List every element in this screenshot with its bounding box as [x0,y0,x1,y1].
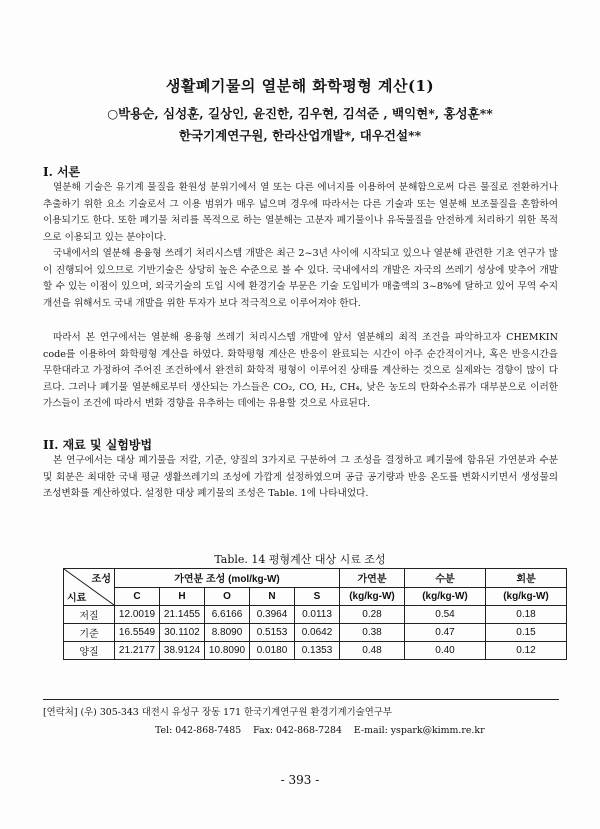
header-element: N [250,587,295,606]
cell-value: 0.0180 [250,642,295,660]
table-row [64,642,567,660]
section-heading-methods: II. 재료 및 실험방법 [43,438,153,452]
cell-value: 12.0019 [115,606,160,624]
contact-email: E-mail: yspark@kimm.re.kr [353,725,485,736]
section-heading-intro: I. 서론 [43,165,81,179]
cell-value: 10.8090 [205,642,250,660]
corner-label-composition: 조성 [91,574,111,585]
header-element: O [205,587,250,606]
paper-title: 생활폐기물의 열분해 화학평형 계산(1) [165,77,435,95]
header-element: H [160,587,205,606]
author-list: ○박용순, 심성훈, 길상인, 윤진한, 김우현, 김석준 , 백익현*, 홍성훈** [107,106,493,121]
cell-value: 0.48 [340,642,405,660]
table-corner-cell [64,569,115,606]
page-number: - 393 - [280,773,320,787]
cell-value: 0.12 [486,642,567,660]
cell-value: 21.2177 [115,642,160,660]
cell-value: 0.0642 [295,624,340,642]
contact-info [43,704,563,740]
affiliations: 한국기계연구원, 한라산업개발*, 대우건설** [178,128,422,143]
cell-value: 0.38 [340,624,405,642]
cell-value: 6.6166 [205,606,250,624]
header-combustible-composition: 가연분 조성 (mol/kg-W) [115,569,340,588]
methods-paragraph: 본 연구에서는 대상 폐기물을 저칼, 기준, 양질의 3가지로 구분하여 그 조성을 결정하고 폐기물에 함유된 가연분과 수분 및 회분은 최대한 국내 평균 생활쓰레기의 조성에 가깝게 설정하였으며 공급 공기량과 반응 온도를 변화시키면서 생성물의 조성변화를 계산하였다. 설정한 대상 폐기물의 조성은 Table. 1에 나타내었다. [43,455,558,500]
cell-value: 0.18 [486,606,567,624]
intro-paragraph-2: 국내에서의 열분해 용융형 쓰레기 처리시스템 개발은 최근 2~3년 사이에 시작되고 있으나 열분해 관련한 기초 연구가 많이 진행되어 있으므로 기반기술은 상당히 높은 수준으로 볼 수 있다. 국내에서의 개발은 자국의 쓰레기 성상에 맞추어 개발할 수 있는 이점이 있으며, 외국기술의 도입 시에 환경기술 부문은 기술 도입비가 매출액의 3~8%에 달하고 있어 무역 수지 개선을 위해서도 국내 개발을 위한 투자가 보다 적극적으로 이루어져야 한다. [43,248,558,309]
cell-value: 0.0113 [295,606,340,624]
table-caption: Table. 14 평형계산 대상 시료 조성 [214,553,386,566]
row-label: 기준 [64,624,115,642]
intro-paragraph-3: 따라서 본 연구에서는 열분해 용융형 쓰레기 처리시스템 개발에 앞서 열분해의 최적 조건을 파악하고자 CHEMKIN code를 이용하여 화학평형 계산을 하였다. 화학평형 계산은 반응이 완료되는 시간이 아주 순간적이거나, 혹은 반응시간을 무한대라고 가정하여 주어진 조건하에서 완전히 화학적 평형이 이루어진 상태를 계산하는 것으로 실제와는 경향이 많이 다르다. 그러나 폐기물 열분해로부터 생산되는 가스들은 CO₂, CO, H₂, CH₄, 낮은 농도의 탄화수소류가 대부분으로 이러한 가스들이 조건에 따라서 변화 경향을 유추하는 데에는 유용할 것으로 사료된다. [43,332,558,410]
cell-value: 16.5549 [115,624,160,642]
cell-value: 0.1353 [295,642,340,660]
cell-value: 30.1102 [160,624,205,642]
header-element: C [115,587,160,606]
header-ash: 회분 [486,569,567,588]
contact-address: [연락처] (우) 305-343 대전시 유성구 장동 171 한국기계연구원 환경기계기술연구부 [43,707,392,718]
contact-numbers [43,722,563,740]
footer-divider [43,699,559,700]
header-unit: (kg/kg-W) [340,587,405,606]
cell-value: 0.40 [405,642,486,660]
corner-label-sample: 시료 [67,593,87,604]
row-label: 저질 [64,606,115,624]
header-element: S [295,587,340,606]
cell-value: 0.3964 [250,606,295,624]
cell-value: 0.28 [340,606,405,624]
header-moisture: 수분 [405,569,486,588]
cell-value: 8.8090 [205,624,250,642]
contact-fax: Fax: 042-868-7284 [253,725,342,736]
cell-value: 0.54 [405,606,486,624]
cell-value: 0.5153 [250,624,295,642]
header-combustible: 가연분 [340,569,405,588]
cell-value: 0.15 [486,624,567,642]
contact-tel: Tel: 042-868-7485 [155,725,242,736]
cell-value: 0.47 [405,624,486,642]
cell-value: 21.1455 [160,606,205,624]
table-row [64,624,567,642]
intro-paragraph-1: 열분해 기술은 유기계 물질을 환원성 분위기에서 열 또는 다른 에너지를 이용하여 분해함으로써 다른 물질로 전환하거나 추출하기 위한 요소 기술로서 그 이용 범위가 매우 넓으며 경우에 따라서는 다른 기술과 또는 열분해 보조물질을 혼합하여 이용되기도 한다. 또한 폐기물 처리를 목적으로 하는 열분해는 고분자 폐기물이나 유독물질을 안전하게 처리하기 위한 목적으로 이용되고 있는 분야이다. [43,182,558,243]
table-row [64,606,567,624]
cell-value: 38.9124 [160,642,205,660]
header-unit: (kg/kg-W) [405,587,486,606]
row-label: 양질 [64,642,115,660]
header-unit: (kg/kg-W) [486,587,567,606]
composition-table [63,568,567,660]
